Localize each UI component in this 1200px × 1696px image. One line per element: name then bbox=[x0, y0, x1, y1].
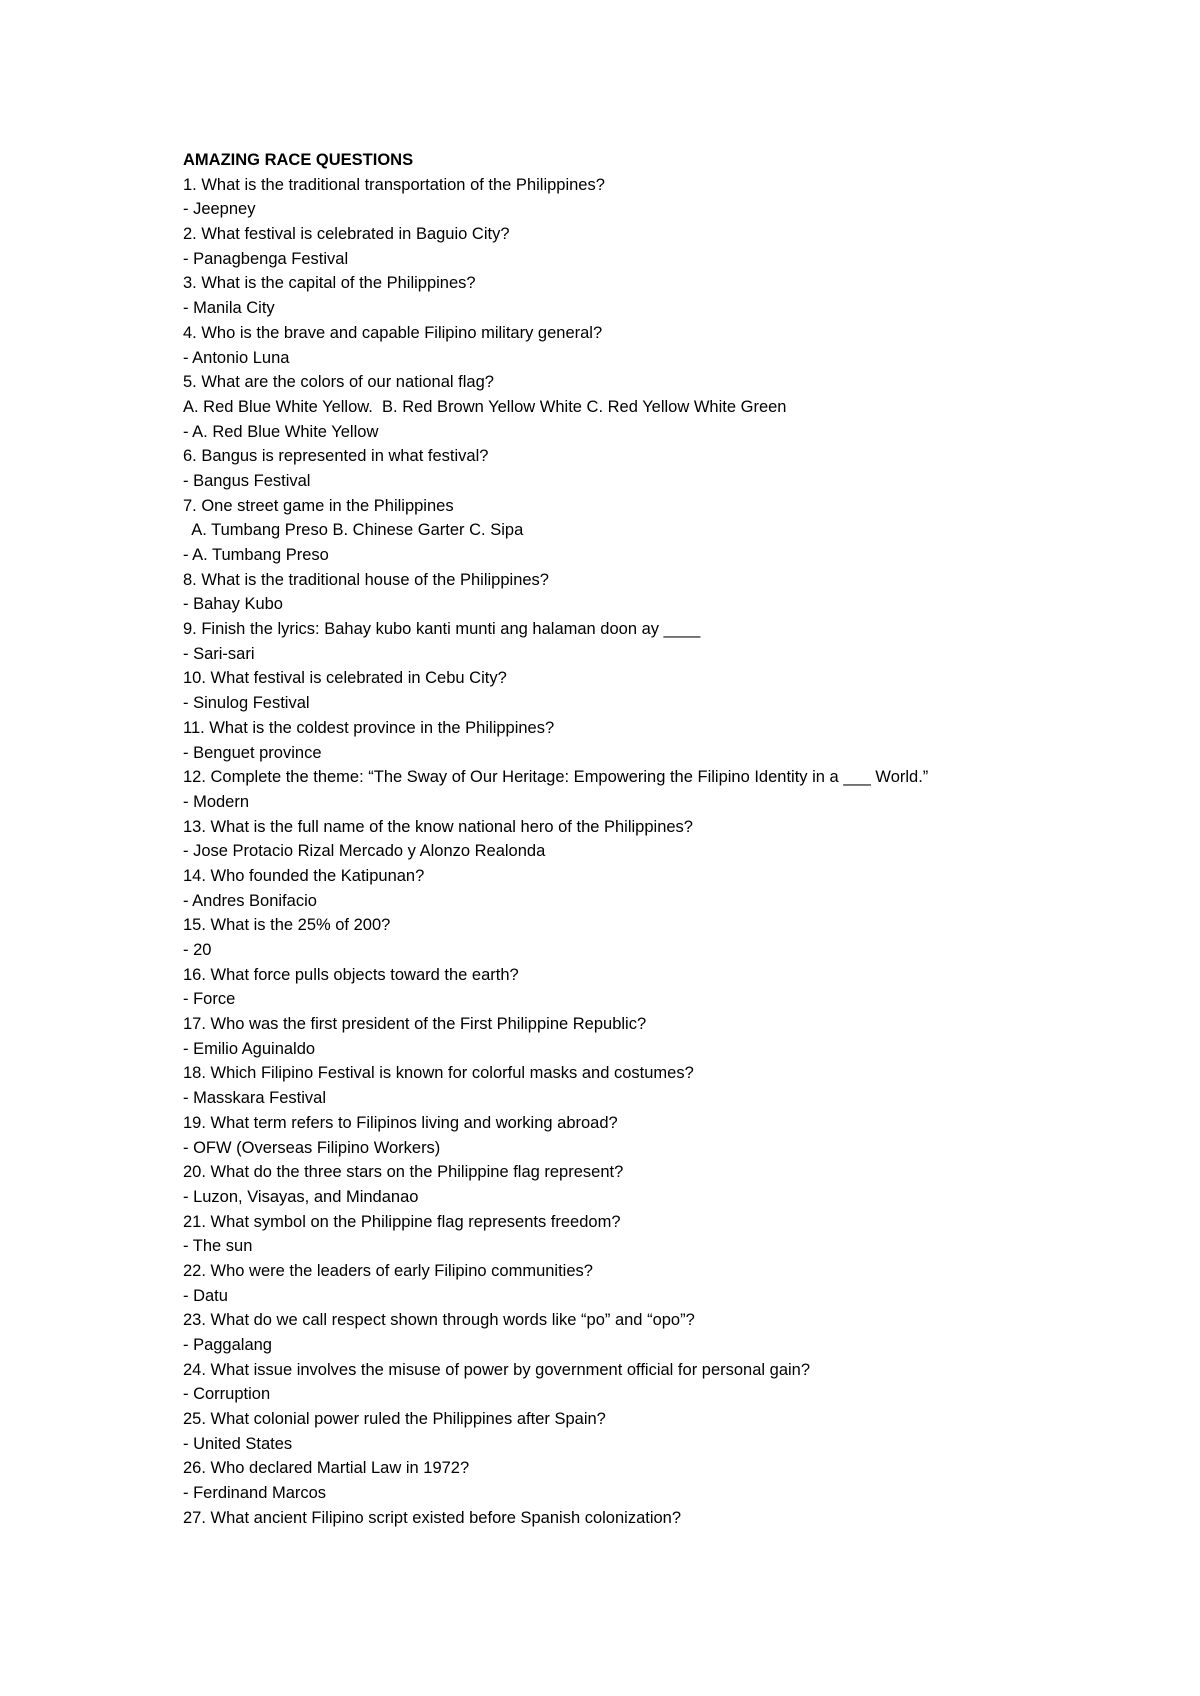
answer-17: - Emilio Aguinaldo bbox=[183, 1039, 316, 1058]
answer-22: - Datu bbox=[183, 1286, 228, 1305]
answer-16: - Force bbox=[183, 990, 236, 1009]
question-25: 25. What colonial power ruled the Philippines after Spain? bbox=[183, 1410, 606, 1429]
answer-15: - 20 bbox=[183, 941, 212, 960]
question-17: 17. Who was the first president of the First Philippine Republic? bbox=[183, 1015, 647, 1034]
answer-21: - The sun bbox=[183, 1237, 253, 1256]
question-26: 26. Who declared Martial Law in 1972? bbox=[183, 1459, 470, 1478]
question-21: 21. What symbol on the Philippine flag represents freedom? bbox=[183, 1212, 621, 1231]
answer-14: - Andres Bonifacio bbox=[183, 891, 317, 910]
question-22: 22. Who were the leaders of early Filipino communities? bbox=[183, 1261, 593, 1280]
answer-12: - Modern bbox=[183, 792, 250, 811]
question-11: 11. What is the coldest province in the Philippines? bbox=[183, 718, 555, 737]
question-2: 2. What festival is celebrated in Baguio City? bbox=[183, 225, 510, 244]
question-6: 6. Bangus is represented in what festival? bbox=[183, 447, 489, 466]
question-7: 7. One street game in the Philippines bbox=[183, 496, 454, 515]
answer-4: - Antonio Luna bbox=[183, 348, 290, 367]
question-15: 15. What is the 25% of 200? bbox=[183, 916, 391, 935]
choices-5: A. Red Blue White Yellow. B. Red Brown Yellow White C. Red Yellow White Green bbox=[183, 397, 787, 416]
question-12: 12. Complete the theme: “The Sway of Our Heritage: Empowering the Filipino Identity in a ___ World.” bbox=[183, 768, 929, 787]
question-14: 14. Who founded the Katipunan? bbox=[183, 866, 425, 885]
question-19: 19. What term refers to Filipinos living and working abroad? bbox=[183, 1113, 618, 1132]
question-1: 1. What is the traditional transportation of the Philippines? bbox=[183, 175, 605, 194]
answer-23: - Paggalang bbox=[183, 1336, 272, 1355]
answer-2: - Panagbenga Festival bbox=[183, 249, 349, 268]
question-20: 20. What do the three stars on the Philippine flag represent? bbox=[183, 1163, 624, 1182]
answer-20: - Luzon, Visayas, and Mindanao bbox=[183, 1187, 419, 1206]
question-24: 24. What issue involves the misuse of power by government official for personal gain? bbox=[183, 1360, 811, 1379]
question-23: 23. What do we call respect shown through words like “po” and “opo”? bbox=[183, 1311, 695, 1330]
answer-7: - A. Tumbang Preso bbox=[183, 546, 329, 564]
answer-8: - Bahay Kubo bbox=[183, 595, 283, 614]
document-body bbox=[183, 148, 1003, 1531]
answer-10: - Sinulog Festival bbox=[183, 694, 310, 713]
answer-24: - Corruption bbox=[183, 1385, 271, 1404]
question-13: 13. What is the full name of the know national hero of the Philippines? bbox=[183, 817, 693, 836]
choices-7: A. Tumbang Preso B. Chinese Garter C. Sipa bbox=[183, 521, 524, 540]
answer-11: - Benguet province bbox=[183, 743, 322, 762]
question-10: 10. What festival is celebrated in Cebu City? bbox=[183, 669, 507, 688]
question-16: 16. What force pulls objects toward the earth? bbox=[183, 965, 519, 984]
question-18: 18. Which Filipino Festival is known for colorful masks and costumes? bbox=[183, 1064, 694, 1083]
answer-6: - Bangus Festival bbox=[183, 471, 311, 490]
answer-1: - Jeepney bbox=[183, 200, 256, 219]
document-title: AMAZING RACE QUESTIONS bbox=[183, 151, 414, 169]
question-9: 9. Finish the lyrics: Bahay kubo kanti munti ang halaman doon ay ____ bbox=[183, 620, 701, 639]
answer-19: - OFW (Overseas Filipino Workers) bbox=[183, 1138, 441, 1157]
question-5: 5. What are the colors of our national flag? bbox=[183, 373, 494, 392]
answer-5: - A. Red Blue White Yellow bbox=[183, 422, 379, 441]
question-4: 4. Who is the brave and capable Filipino military general? bbox=[183, 323, 603, 342]
answer-26: - Ferdinand Marcos bbox=[183, 1484, 327, 1503]
answer-9: - Sari-sari bbox=[183, 644, 255, 663]
question-27: 27. What ancient Filipino script existed before Spanish colonization? bbox=[183, 1508, 682, 1527]
answer-25: - United States bbox=[183, 1434, 293, 1453]
answer-3: - Manila City bbox=[183, 299, 275, 318]
question-8: 8. What is the traditional house of the Philippines? bbox=[183, 570, 549, 589]
answer-13: - Jose Protacio Rizal Mercado y Alonzo Realonda bbox=[183, 842, 546, 861]
question-3: 3. What is the capital of the Philippines? bbox=[183, 274, 476, 293]
answer-18: - Masskara Festival bbox=[183, 1089, 327, 1108]
